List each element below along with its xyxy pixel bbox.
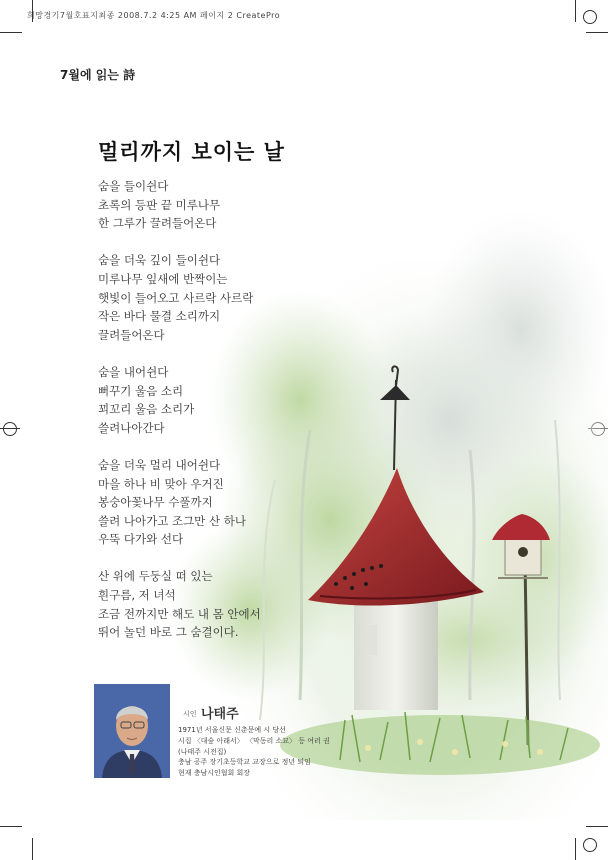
poem-line: 조금 전까지만 해도 내 몸 안에서	[98, 606, 261, 621]
author-label: 시인	[183, 710, 197, 718]
poem-line: 숨을 내어쉰다	[98, 364, 169, 379]
poem-line: 뻐꾸기 울음 소리	[98, 383, 184, 398]
poem-line: 한 그루가 끌려들어온다	[98, 216, 217, 231]
author-photo	[94, 684, 170, 778]
poem-line: 쓸려나아간다	[98, 420, 165, 435]
poem-stanza	[98, 363, 418, 437]
bio-line: (나태주 시전집)	[178, 747, 227, 756]
poem-line: 햇빛이 들어오고 사르락 사르락	[98, 290, 254, 305]
bio-line: 1971년 서울신문 신춘문예 시 당선	[178, 726, 286, 734]
poem-line: 숨을 더욱 멀리 내어쉰다	[98, 457, 221, 472]
bio-line: 현재 충남시인협회 회장	[178, 769, 251, 778]
poem-stanza	[98, 251, 418, 344]
poem-stanza	[98, 567, 418, 641]
poem-title: 멀리까지 보이는 날	[98, 140, 285, 164]
poem-stanza	[98, 177, 418, 233]
poem-line: 숨을 들이쉰다	[98, 179, 169, 193]
poem-line: 흰구름, 저 녀석	[98, 588, 176, 603]
poem-line: 초록의 등판 끝 미루나무	[98, 197, 221, 212]
poem-stanza	[98, 456, 418, 549]
poem-line: 끌려들어온다	[98, 327, 165, 342]
poem-line: 뛰어 놀던 바로 그 숨결이다.	[98, 625, 239, 640]
author-name: 나태주	[201, 707, 239, 722]
poem-line: 봉숭아꽃나무 수풀까지	[98, 495, 213, 510]
poem-line: 꾀꼬리 울음 소리가	[98, 402, 195, 417]
poem-line: 쓸려 나아가고 조그만 산 하나	[98, 513, 246, 528]
poem-line: 산 위에 두둥실 떠 있는	[98, 569, 213, 584]
print-slug: 희망경기7월호표지최종 2008.7.2 4:25 AM 페이지 2 CreatePro	[27, 11, 281, 20]
poem-body	[98, 177, 418, 660]
section-title: 7월에 읽는 詩	[60, 68, 136, 82]
poem-line: 우뚝 다가와 선다	[98, 532, 184, 547]
author-bio	[178, 725, 330, 779]
poem-line: 작은 바다 물결 소리까지	[98, 309, 221, 324]
poem-line: 마을 하나 비 맞아 우거진	[98, 476, 224, 491]
bio-line: 충남 공주 장기초등학교 교장으로 정년 퇴임	[178, 758, 311, 767]
bio-line: 시집 〈대숲 아래서〉 〈막동리 소묘〉 등 여러 권	[178, 736, 330, 745]
poem-line: 미루나무 잎새에 반짝이는	[98, 271, 228, 286]
poem-line: 숨을 더욱 깊이 들이쉰다	[98, 253, 221, 268]
